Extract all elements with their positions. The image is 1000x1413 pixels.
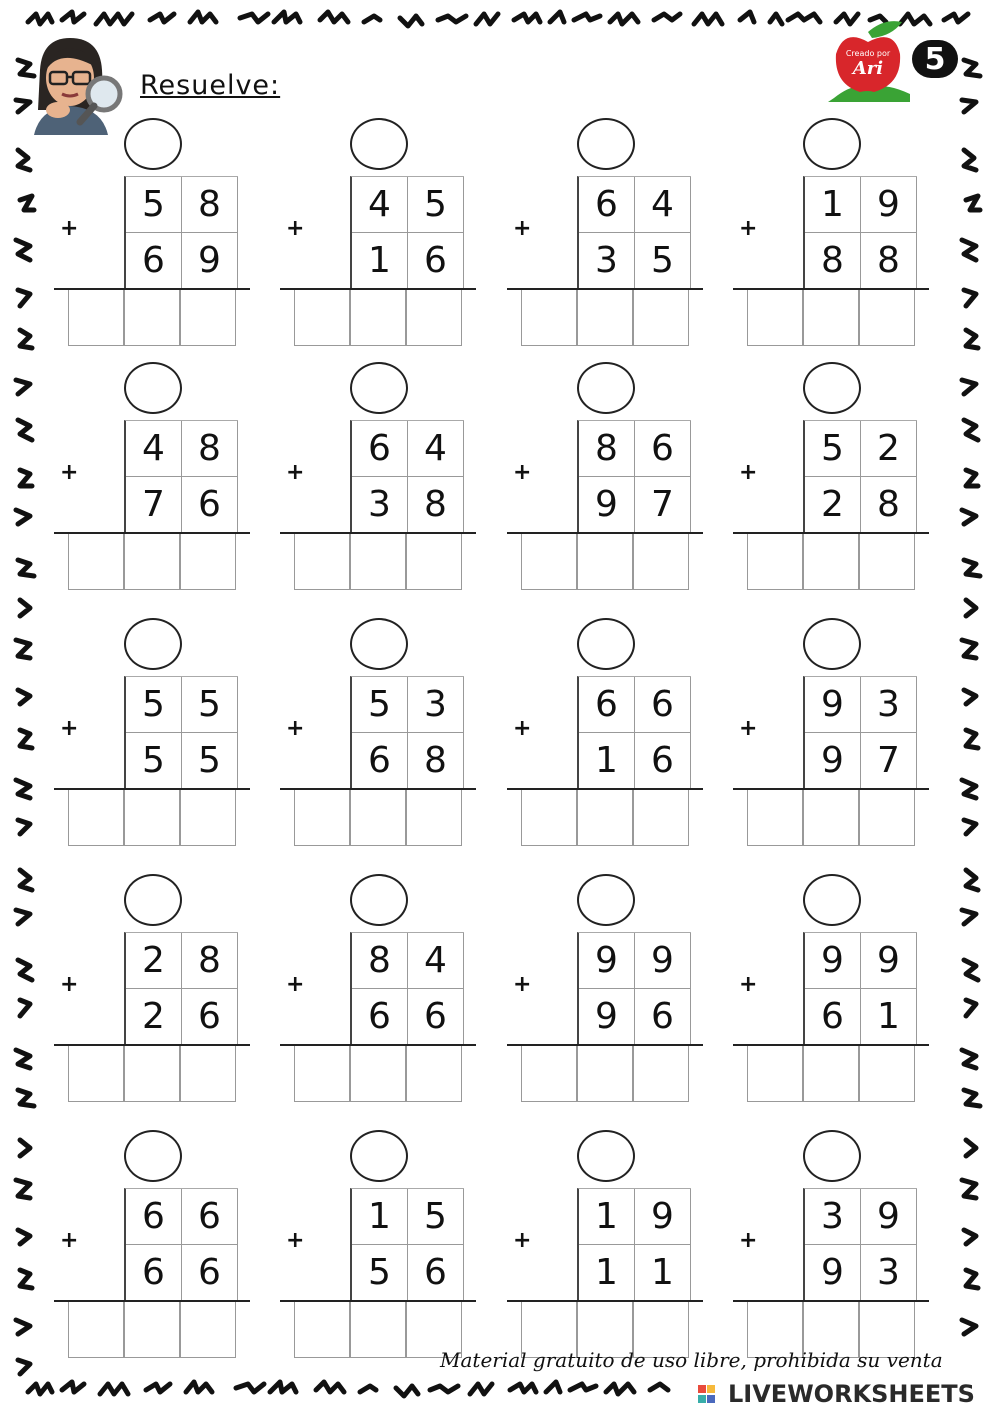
first-addend-digit: 8 <box>182 933 238 989</box>
addend-grid <box>124 1188 238 1301</box>
carry-circle-input[interactable] <box>350 118 408 170</box>
addition-problem <box>280 1130 480 1360</box>
answer-row <box>294 1302 462 1358</box>
second-addend-digit: 8 <box>408 477 464 533</box>
answer-row <box>521 790 689 846</box>
first-addend-digit: 6 <box>635 421 691 477</box>
first-addend-digit: 8 <box>579 421 635 477</box>
carry-circle-input[interactable] <box>803 618 861 670</box>
first-addend-digit: 5 <box>182 677 238 733</box>
second-addend-digit: 9 <box>579 477 635 533</box>
plus-sign: + <box>60 972 79 997</box>
answer-row <box>747 1046 915 1102</box>
answer-digit-input[interactable] <box>633 534 689 590</box>
carry-circle-input[interactable] <box>350 362 408 414</box>
second-addend-digit: 6 <box>408 1245 464 1301</box>
first-addend-digit: 9 <box>861 1189 917 1245</box>
second-addend-digit: 5 <box>352 1245 408 1301</box>
answer-digit-input[interactable] <box>124 1302 180 1358</box>
first-addend-digit: 8 <box>352 933 408 989</box>
grade-badge: 5 <box>912 40 958 78</box>
second-addend-digit: 5 <box>182 733 238 789</box>
addend-grid <box>350 420 464 533</box>
addend-grid <box>803 676 917 789</box>
plus-sign: + <box>60 216 79 241</box>
addition-problem <box>54 118 254 348</box>
answer-digit-input[interactable] <box>294 1046 350 1102</box>
answer-digit-input[interactable] <box>406 290 462 346</box>
footer-note: Material gratuito de uso libre, prohibida su venta <box>440 1348 943 1372</box>
answer-digit-input[interactable] <box>803 790 859 846</box>
second-addend-digit: 1 <box>635 1245 691 1301</box>
addition-problem <box>507 362 707 592</box>
answer-row <box>68 290 236 346</box>
plus-sign: + <box>60 460 79 485</box>
addition-problem <box>54 362 254 592</box>
second-addend-digit: 6 <box>635 733 691 789</box>
second-addend-digit: 6 <box>182 989 238 1045</box>
answer-digit-input[interactable] <box>521 290 577 346</box>
answer-digit-input[interactable] <box>633 290 689 346</box>
addition-problem <box>507 874 707 1104</box>
second-addend-digit: 6 <box>126 1245 182 1301</box>
addition-problem <box>54 874 254 1104</box>
carry-circle-input[interactable] <box>803 874 861 926</box>
addend-grid <box>577 676 691 789</box>
answer-row <box>294 290 462 346</box>
answer-digit-input[interactable] <box>294 1302 350 1358</box>
first-addend-digit: 6 <box>579 677 635 733</box>
answer-digit-input[interactable] <box>124 290 180 346</box>
logo-name: Ari <box>852 58 884 79</box>
answer-digit-input[interactable] <box>68 1302 124 1358</box>
answer-digit-input[interactable] <box>124 1046 180 1102</box>
addend-grid <box>124 676 238 789</box>
answer-digit-input[interactable] <box>406 534 462 590</box>
liveworksheets-watermark <box>698 1380 975 1408</box>
answer-digit-input[interactable] <box>350 1302 406 1358</box>
second-addend-digit: 9 <box>805 1245 861 1301</box>
carry-circle-input[interactable] <box>577 874 635 926</box>
second-addend-digit: 9 <box>182 233 238 289</box>
first-addend-digit: 4 <box>635 177 691 233</box>
carry-circle-input[interactable] <box>124 618 182 670</box>
answer-digit-input[interactable] <box>180 790 236 846</box>
carry-circle-input[interactable] <box>350 874 408 926</box>
answer-digit-input[interactable] <box>803 534 859 590</box>
answer-row <box>294 534 462 590</box>
carry-circle-input[interactable] <box>350 1130 408 1182</box>
carry-circle-input[interactable] <box>124 874 182 926</box>
answer-row <box>521 1046 689 1102</box>
first-addend-digit: 4 <box>408 933 464 989</box>
second-addend-digit: 7 <box>861 733 917 789</box>
apple-logo-icon <box>824 14 914 104</box>
first-addend-digit: 6 <box>635 677 691 733</box>
addend-grid <box>350 932 464 1045</box>
plus-sign: + <box>60 716 79 741</box>
page-title: Resuelve: <box>140 70 281 101</box>
logo-tagline: Creado por <box>845 49 891 58</box>
answer-row <box>68 1302 236 1358</box>
answer-digit-input[interactable] <box>180 1302 236 1358</box>
first-addend-digit: 6 <box>182 1189 238 1245</box>
addend-grid <box>124 176 238 289</box>
first-addend-digit: 9 <box>861 933 917 989</box>
second-addend-digit: 8 <box>408 733 464 789</box>
addend-grid <box>577 420 691 533</box>
plus-sign: + <box>739 972 758 997</box>
answer-row <box>521 290 689 346</box>
second-addend-digit: 3 <box>352 477 408 533</box>
answer-row <box>68 1046 236 1102</box>
first-addend-digit: 9 <box>635 1189 691 1245</box>
plus-sign: + <box>739 460 758 485</box>
addition-problem <box>507 1130 707 1360</box>
second-addend-digit: 1 <box>352 233 408 289</box>
answer-digit-input[interactable] <box>406 1046 462 1102</box>
plus-sign: + <box>286 1228 305 1253</box>
answer-row <box>747 534 915 590</box>
first-addend-digit: 9 <box>805 677 861 733</box>
answer-row <box>294 790 462 846</box>
answer-digit-input[interactable] <box>859 790 915 846</box>
answer-digit-input[interactable] <box>859 1046 915 1102</box>
answer-digit-input[interactable] <box>521 534 577 590</box>
second-addend-digit: 5 <box>635 233 691 289</box>
carry-circle-input[interactable] <box>124 118 182 170</box>
second-addend-digit: 6 <box>408 989 464 1045</box>
second-addend-digit: 7 <box>635 477 691 533</box>
answer-digit-input[interactable] <box>747 290 803 346</box>
addition-problem <box>733 1130 933 1360</box>
answer-digit-input[interactable] <box>294 534 350 590</box>
answer-digit-input[interactable] <box>577 1046 633 1102</box>
first-addend-digit: 2 <box>861 421 917 477</box>
carry-circle-input[interactable] <box>803 1130 861 1182</box>
second-addend-digit: 5 <box>126 733 182 789</box>
addend-grid <box>577 1188 691 1301</box>
second-addend-digit: 6 <box>182 477 238 533</box>
answer-row <box>294 1046 462 1102</box>
first-addend-digit: 6 <box>352 421 408 477</box>
answer-digit-input[interactable] <box>859 534 915 590</box>
addition-problem <box>54 618 254 848</box>
answer-digit-input[interactable] <box>577 534 633 590</box>
first-addend-digit: 1 <box>352 1189 408 1245</box>
first-addend-digit: 8 <box>182 177 238 233</box>
plus-sign: + <box>286 216 305 241</box>
plus-sign: + <box>513 972 532 997</box>
answer-digit-input[interactable] <box>633 790 689 846</box>
carry-circle-input[interactable] <box>350 618 408 670</box>
carry-circle-input[interactable] <box>577 118 635 170</box>
first-addend-digit: 5 <box>805 421 861 477</box>
answer-digit-input[interactable] <box>521 790 577 846</box>
carry-circle-input[interactable] <box>577 362 635 414</box>
answer-row <box>68 790 236 846</box>
second-addend-digit: 8 <box>805 233 861 289</box>
answer-digit-input[interactable] <box>294 290 350 346</box>
second-addend-digit: 6 <box>352 733 408 789</box>
plus-sign: + <box>513 216 532 241</box>
addend-grid <box>803 932 917 1045</box>
answer-digit-input[interactable] <box>294 790 350 846</box>
addition-problem <box>280 618 480 848</box>
addition-problem <box>280 874 480 1104</box>
carry-circle-input[interactable] <box>577 618 635 670</box>
answer-digit-input[interactable] <box>747 1046 803 1102</box>
first-addend-digit: 3 <box>408 677 464 733</box>
first-addend-digit: 9 <box>579 933 635 989</box>
addend-grid <box>124 932 238 1045</box>
addend-grid <box>350 176 464 289</box>
first-addend-digit: 5 <box>126 177 182 233</box>
plus-sign: + <box>286 972 305 997</box>
addition-problem <box>733 118 933 348</box>
answer-row <box>68 534 236 590</box>
second-addend-digit: 1 <box>861 989 917 1045</box>
first-addend-digit: 1 <box>579 1189 635 1245</box>
second-addend-digit: 6 <box>126 233 182 289</box>
second-addend-digit: 8 <box>861 477 917 533</box>
carry-circle-input[interactable] <box>124 362 182 414</box>
first-addend-digit: 2 <box>126 933 182 989</box>
answer-digit-input[interactable] <box>350 1046 406 1102</box>
answer-digit-input[interactable] <box>350 790 406 846</box>
second-addend-digit: 2 <box>126 989 182 1045</box>
answer-digit-input[interactable] <box>803 1046 859 1102</box>
addend-grid <box>577 176 691 289</box>
first-addend-digit: 5 <box>352 677 408 733</box>
answer-digit-input[interactable] <box>747 790 803 846</box>
addition-problem <box>733 362 933 592</box>
addition-problem <box>280 118 480 348</box>
addition-problem <box>280 362 480 592</box>
answer-digit-input[interactable] <box>350 290 406 346</box>
plus-sign: + <box>286 460 305 485</box>
plus-sign: + <box>513 1228 532 1253</box>
first-addend-digit: 4 <box>352 177 408 233</box>
addend-grid <box>350 1188 464 1301</box>
answer-digit-input[interactable] <box>68 290 124 346</box>
carry-circle-input[interactable] <box>803 118 861 170</box>
addend-grid <box>577 932 691 1045</box>
answer-digit-input[interactable] <box>180 534 236 590</box>
first-addend-digit: 3 <box>861 677 917 733</box>
answer-digit-input[interactable] <box>124 534 180 590</box>
answer-digit-input[interactable] <box>859 290 915 346</box>
second-addend-digit: 1 <box>579 733 635 789</box>
plus-sign: + <box>286 716 305 741</box>
plus-sign: + <box>739 1228 758 1253</box>
plus-sign: + <box>513 716 532 741</box>
answer-row <box>521 534 689 590</box>
second-addend-digit: 3 <box>579 233 635 289</box>
answer-digit-input[interactable] <box>180 290 236 346</box>
answer-digit-input[interactable] <box>68 790 124 846</box>
second-addend-digit: 7 <box>126 477 182 533</box>
first-addend-digit: 5 <box>408 1189 464 1245</box>
carry-circle-input[interactable] <box>803 362 861 414</box>
answer-digit-input[interactable] <box>406 790 462 846</box>
answer-digit-input[interactable] <box>350 534 406 590</box>
first-addend-digit: 9 <box>805 933 861 989</box>
plus-sign: + <box>60 1228 79 1253</box>
liveworksheets-text: LIVEWORKSHEETS <box>728 1380 975 1408</box>
answer-digit-input[interactable] <box>124 790 180 846</box>
answer-digit-input[interactable] <box>521 1046 577 1102</box>
answer-row <box>747 790 915 846</box>
answer-digit-input[interactable] <box>577 290 633 346</box>
answer-digit-input[interactable] <box>68 1046 124 1102</box>
first-addend-digit: 4 <box>408 421 464 477</box>
answer-row <box>747 290 915 346</box>
addend-grid <box>803 176 917 289</box>
answer-digit-input[interactable] <box>633 1046 689 1102</box>
first-addend-digit: 4 <box>126 421 182 477</box>
carry-circle-input[interactable] <box>124 1130 182 1182</box>
second-addend-digit: 6 <box>805 989 861 1045</box>
second-addend-digit: 6 <box>635 989 691 1045</box>
second-addend-digit: 9 <box>579 989 635 1045</box>
second-addend-digit: 6 <box>352 989 408 1045</box>
addend-grid <box>803 420 917 533</box>
second-addend-digit: 6 <box>408 233 464 289</box>
addition-problem <box>54 1130 254 1360</box>
plus-sign: + <box>739 716 758 741</box>
second-addend-digit: 1 <box>579 1245 635 1301</box>
first-addend-digit: 6 <box>579 177 635 233</box>
second-addend-digit: 9 <box>805 733 861 789</box>
answer-digit-input[interactable] <box>803 290 859 346</box>
first-addend-digit: 8 <box>182 421 238 477</box>
first-addend-digit: 9 <box>861 177 917 233</box>
addend-grid <box>350 676 464 789</box>
addition-problem <box>507 618 707 848</box>
addend-grid <box>124 420 238 533</box>
answer-digit-input[interactable] <box>68 534 124 590</box>
answer-digit-input[interactable] <box>180 1046 236 1102</box>
plus-sign: + <box>739 216 758 241</box>
addition-problem <box>733 618 933 848</box>
addition-problem <box>507 118 707 348</box>
addend-grid <box>803 1188 917 1301</box>
second-addend-digit: 6 <box>182 1245 238 1301</box>
addition-problem <box>733 874 933 1104</box>
liveworksheets-logo-icon <box>698 1383 724 1405</box>
first-addend-digit: 5 <box>408 177 464 233</box>
first-addend-digit: 9 <box>635 933 691 989</box>
carry-circle-input[interactable] <box>577 1130 635 1182</box>
first-addend-digit: 6 <box>126 1189 182 1245</box>
answer-digit-input[interactable] <box>577 790 633 846</box>
plus-sign: + <box>513 460 532 485</box>
second-addend-digit: 3 <box>861 1245 917 1301</box>
answer-digit-input[interactable] <box>747 534 803 590</box>
second-addend-digit: 2 <box>805 477 861 533</box>
first-addend-digit: 1 <box>805 177 861 233</box>
first-addend-digit: 5 <box>126 677 182 733</box>
first-addend-digit: 3 <box>805 1189 861 1245</box>
second-addend-digit: 8 <box>861 233 917 289</box>
